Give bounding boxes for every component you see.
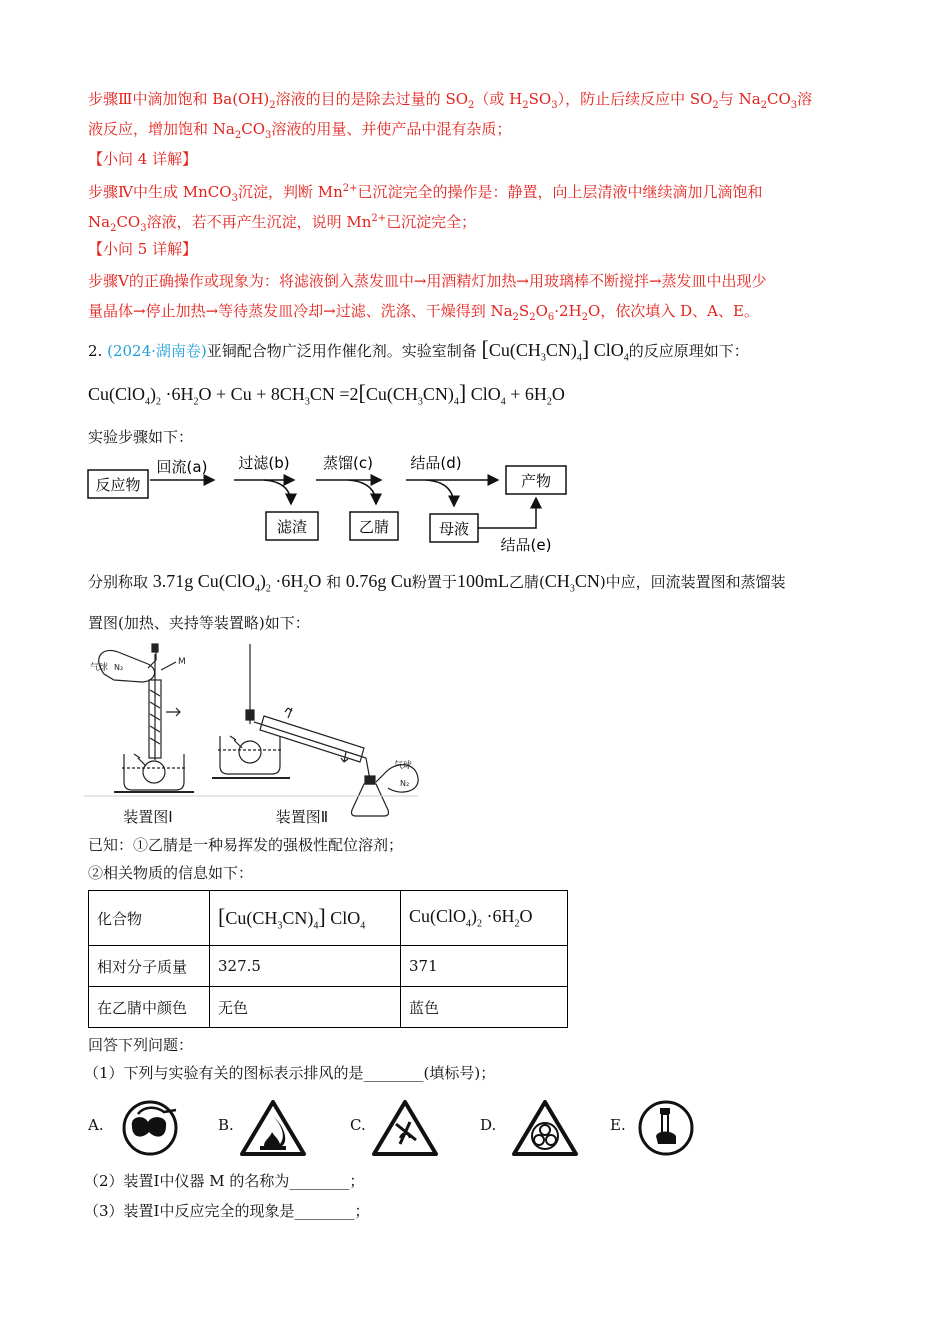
table-row (89, 946, 568, 987)
receiving-flask (352, 784, 389, 816)
caption-2: 装置图Ⅱ (275, 808, 329, 826)
table-cell: 无色 (210, 987, 401, 1028)
q5-heading: 【小问 5 详解】 (88, 240, 198, 258)
label-filter: 过滤(b) (238, 454, 290, 472)
table-cell: 327.5 (210, 946, 401, 987)
q5-line-2: 量晶体→停止加热→等待蒸发皿冷却→过滤、洗涤、干燥得到 $Na_2S_2O_6\cdot 2H_2O$，依次填入 D、A、E。 (88, 302, 759, 323)
compound-table (88, 890, 568, 1028)
table-cell: 相对分子质量 (89, 946, 210, 987)
apparatus-I (90, 644, 194, 792)
arrow-crystal-e (478, 498, 536, 528)
table-cell: 在乙腈中颜色 (89, 987, 210, 1028)
table-cell-compound-2: $Cu(ClO_4)_2 \cdot 6H_2O$ (401, 891, 568, 946)
table-row (89, 891, 568, 946)
condenser-2 (254, 722, 366, 758)
side-neck-1 (134, 754, 146, 766)
answer-line-2: 液反应，增加饱和 $Na_2CO_3$溶液的用量、并使产品中混有杂质； (88, 120, 512, 141)
apparatus-figure (84, 640, 420, 830)
beaker-2 (220, 736, 280, 774)
mother-label: 母液 (438, 520, 470, 538)
q5-line-1: 步骤Ⅴ的正确操作或现象为：将滤液倒入蒸发皿中→用酒精灯加热→用玻璃棒不断搅拌→蒸发皿中出现少 (88, 272, 767, 290)
product-label: 产物 (520, 472, 552, 490)
hot-surface-icon (370, 1098, 440, 1158)
svg-text:N₂: N₂ (114, 663, 124, 672)
question-intro: 2. (2024·湖南卷)亚铜配合物广泛用作催化剂。实验室制备 $[Cu(CH_3CN)_4]$ ClO$_4$的反应原理如下： (88, 336, 749, 364)
arrow-to-acetonitrile (348, 480, 376, 504)
stopper-1 (152, 644, 158, 652)
hand-wash-icon (636, 1098, 696, 1158)
svg-text:气球: 气球 (394, 761, 413, 771)
acetonitrile-label: 乙腈 (358, 518, 390, 536)
label-distill: 蒸馏(c) (323, 454, 373, 472)
arrow-to-residue (264, 480, 291, 504)
svg-text:气球: 气球 (90, 663, 109, 673)
flask-2 (239, 741, 261, 763)
answer-line-1: 步骤Ⅲ中滴加饱和 $Ba(OH)_2$溶液的目的是除去过量的 $SO_2$（或 $H_2SO_3$），防止后续反应中 $SO_2$与 $Na_2CO_3$溶 (88, 90, 813, 111)
table-cell-compound-1: $[Cu(CH_3CN)_4]$ ClO$_4$ (210, 891, 401, 946)
table-cell: 371 (401, 946, 568, 987)
water-arrow (166, 708, 180, 716)
question-3: （3）装置Ⅰ中反应完全的现象是________； (84, 1202, 370, 1220)
label-m: M (178, 657, 186, 667)
arrow-to-mother (426, 480, 454, 506)
weighing-line-2: 置图(加热、夹持等装置略)如下： (88, 614, 310, 632)
fire-icon (238, 1098, 308, 1158)
table-cell: 蓝色 (401, 987, 568, 1028)
known-2: ②相关物质的信息如下： (88, 864, 254, 882)
exhaust-fan-icon (510, 1098, 580, 1158)
caption-1: 装置图Ⅰ (123, 808, 173, 826)
icon-options: A. B. C. D. E. (88, 1098, 788, 1158)
weighing-line-1: 分别称取 3.71g $Cu(ClO_4)_2 \cdot 6H_2O$ 和 0.76g Cu粉置于100mL乙腈$(CH_3CN)$中应，回流装置图和蒸馏装 (88, 571, 786, 595)
reaction-equation: $Cu(ClO_4)_2 \cdot 6H_2O + Cu + 8CH_3CN =2[Cu(CH_3CN)_4] ClO_4 + 6H_2O$ (88, 380, 565, 408)
label-crystal-e: 结品(e) (500, 536, 552, 554)
label-crystal-d: 结品(d) (410, 454, 462, 472)
q4-heading: 【小问 4 详解】 (88, 150, 198, 168)
apparatus-II (212, 644, 418, 816)
question-1: （1）下列与实验有关的图标表示排风的是________(填标号)； (84, 1064, 496, 1082)
q4-line-2: $Na_2CO_3$溶液，若不再产生沉淀，说明 $Mn^{2+}$已沉淀完全； (88, 213, 477, 234)
source-label[interactable]: (2024·湖南卷) (107, 342, 207, 360)
svg-text:N₂: N₂ (400, 779, 410, 788)
table-cell: 化合物 (89, 891, 210, 946)
residue-label: 滤渣 (276, 518, 308, 536)
q4-line-1: 步骤Ⅳ中生成 MnCO$_3$沉淀，判断 $Mn^{2+}$已沉淀完全的操作是：静置，向上层清液中继续滴加几滴饱和 (88, 183, 763, 204)
table-row (89, 987, 568, 1028)
known-1: 已知：①乙腈是一种易挥发的强极性配位溶剂； (88, 836, 404, 854)
label-reflux: 回流(a) (156, 458, 208, 476)
beaker-1 (124, 754, 184, 790)
ask-label: 回答下列问题： (88, 1036, 194, 1054)
product-formula: $[Cu(CH_3CN)_4]$ ClO$_4$ (481, 336, 629, 364)
flask-1 (143, 761, 165, 783)
question-2: （2）装置Ⅰ中仪器 M 的名称为________； (84, 1172, 365, 1190)
goggles-icon (114, 1098, 186, 1158)
steps-label: 实验步骤如下： (88, 428, 194, 446)
flow-chart (86, 452, 586, 554)
flow-start-label: 反应物 (95, 476, 141, 494)
